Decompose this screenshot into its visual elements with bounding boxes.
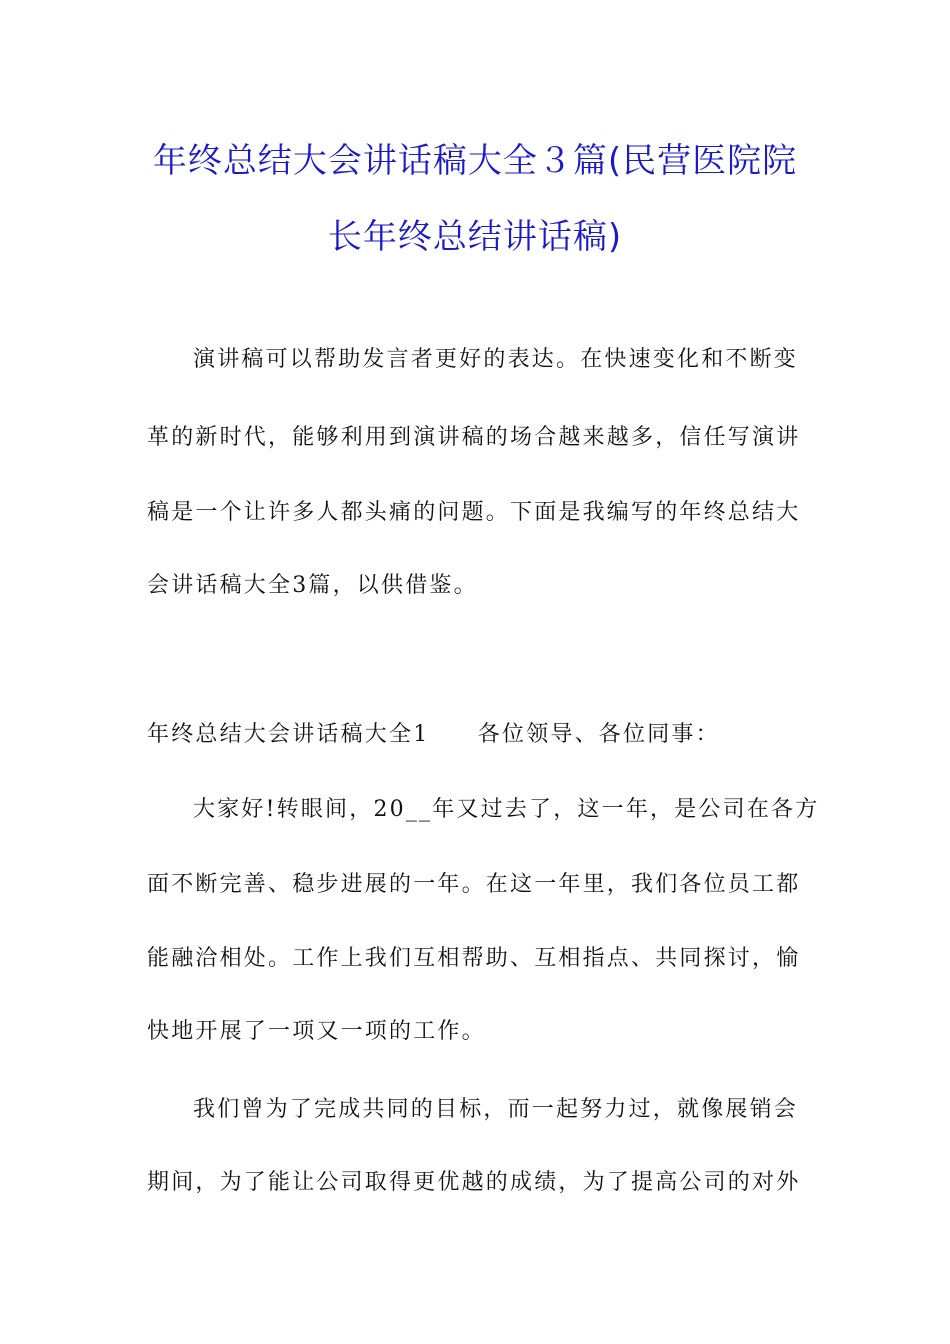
paragraph-line: 快地开展了一项又一项的工作。 — [147, 1019, 486, 1044]
intro-line: 演讲稿可以帮助发言者更好的表达。在快速变化和不断变 — [193, 347, 799, 372]
paragraph-line: 期间，为了能让公司取得更优越的成绩，为了提高公司的对外 — [147, 1170, 801, 1195]
intro-line: 革的新时代，能够利用到演讲稿的场合越来越多，信任写演讲 — [147, 425, 801, 450]
paragraph-line: 大家好!转眼间，20__年又过去了，这一年，是公司在各方 — [193, 797, 820, 822]
document-title-line-2: 长年终总结讲话稿) — [327, 217, 623, 257]
section-heading: 年终总结大会讲话稿大全1 各位领导、各位同事： — [147, 722, 720, 747]
intro-line: 稿是一个让许多人都头痛的问题。下面是我编写的年终总结大 — [147, 500, 801, 525]
paragraph-line: 我们曾为了完成共同的目标，而一起努力过，就像展销会 — [193, 1097, 799, 1122]
document-title-line-1: 年终总结大会讲话稿大全３篇(民营医院院 — [152, 141, 798, 181]
paragraph-line: 能融洽相处。工作上我们互相帮助、互相指点、共同探讨，愉 — [147, 946, 801, 971]
paragraph-line: 面不断完善、稳步进展的一年。在这一年里，我们各位员工都 — [147, 872, 801, 897]
intro-line: 会讲话稿大全3篇，以供借鉴。 — [147, 573, 478, 598]
